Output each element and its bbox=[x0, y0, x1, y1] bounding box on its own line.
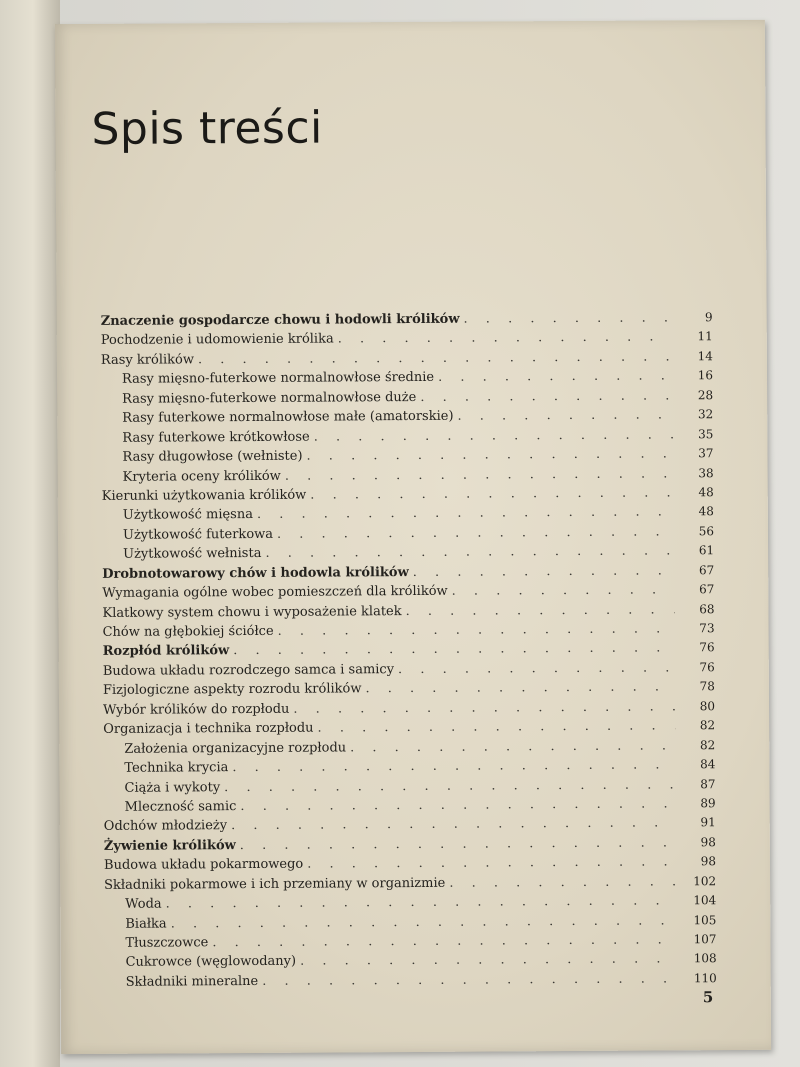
toc-entry-page: 80 bbox=[699, 698, 716, 714]
toc-entry-page: 110 bbox=[693, 971, 717, 986]
dot-leader bbox=[459, 308, 672, 329]
contents-page bbox=[55, 20, 771, 1054]
toc-entry-title: Technika krycia bbox=[124, 760, 229, 776]
toc-entry-page: 107 bbox=[693, 932, 717, 947]
toc-entry-page: 37 bbox=[698, 446, 714, 461]
toc-entry-title: Użytkowość mięsna bbox=[122, 507, 254, 524]
dot-leader bbox=[258, 969, 677, 991]
toc-entry-page: 98 bbox=[700, 854, 717, 869]
toc-entry-page: 67 bbox=[698, 562, 715, 577]
dot-leader bbox=[261, 542, 674, 564]
page-title: Spis treści bbox=[91, 102, 323, 155]
toc-entry-title: Rozpłód królików bbox=[102, 643, 230, 660]
dot-leader bbox=[281, 464, 674, 486]
dot-leader bbox=[402, 600, 675, 621]
toc-entry-page: 76 bbox=[699, 640, 715, 655]
toc-entry-page: 35 bbox=[698, 426, 714, 441]
dot-leader bbox=[346, 736, 675, 757]
toc-entry-title: Budowa układu pokarmowego bbox=[103, 856, 304, 874]
toc-entry-title: Rasy futerkowe krótkowłose bbox=[122, 429, 310, 446]
dot-leader bbox=[448, 581, 675, 602]
dot-leader bbox=[434, 367, 673, 388]
toc-entry-title: Budowa układu rozrodczego samca i samicy bbox=[102, 661, 395, 679]
toc-entry-page: 28 bbox=[697, 387, 714, 403]
dot-leader bbox=[453, 406, 673, 427]
toc-entry bbox=[105, 969, 717, 992]
toc-entry-page: 9 bbox=[704, 310, 713, 325]
toc-entry-page: 102 bbox=[693, 873, 717, 888]
toc-entry-title: Użytkowość wełnista bbox=[123, 546, 262, 563]
toc-entry-title: Kierunki użytkowania królików bbox=[101, 487, 307, 504]
toc-entry-title: Wybór królików do rozpłodu bbox=[103, 701, 290, 718]
toc-entry-title: Rasy futerkowe normalnowłose małe (amatorskie) bbox=[122, 408, 454, 426]
dot-leader bbox=[313, 717, 675, 739]
toc-entry-title: Mleczność samic bbox=[124, 799, 237, 815]
toc-entry-page: 56 bbox=[698, 523, 715, 539]
toc-entry-title: Klatkowy system chowu i wyposażenie klatek bbox=[102, 603, 402, 621]
toc-entry-title: Chów na głębokiej ściółce bbox=[102, 623, 274, 640]
toc-entry-title: Założenia organizacyjne rozpłodu bbox=[124, 740, 347, 757]
toc-entry-page: 82 bbox=[699, 718, 716, 733]
toc-entry-title: Ciąża i wykoty bbox=[124, 779, 221, 796]
toc-entry-page: 16 bbox=[697, 368, 714, 383]
toc-entry-page: 76 bbox=[699, 660, 715, 675]
toc-entry-title: Pochodzenie i udomowienie królika bbox=[100, 331, 334, 349]
dot-leader bbox=[289, 697, 675, 719]
toc-entry-page: 11 bbox=[697, 329, 713, 344]
toc-entry-page: 82 bbox=[699, 737, 716, 752]
toc-entry-title: Fizjologiczne aspekty rozrodu królików bbox=[102, 681, 362, 699]
table-of-contents bbox=[101, 308, 717, 992]
toc-entry-title: Rasy mięsno-futerkowe normalnowłose duże bbox=[122, 389, 417, 407]
toc-entry-title: Znaczenie gospodarcze chowu i hodowli królików bbox=[100, 311, 460, 329]
toc-entry-page: 48 bbox=[698, 485, 714, 500]
dot-leader bbox=[296, 950, 677, 972]
dot-leader bbox=[302, 444, 673, 466]
toc-entry-page: 87 bbox=[700, 776, 716, 791]
dot-leader bbox=[310, 425, 674, 447]
toc-entry-page: 68 bbox=[699, 601, 715, 616]
toc-entry-title: Cukrowce (węglowodany) bbox=[125, 954, 297, 971]
toc-entry-page: 91 bbox=[700, 815, 716, 830]
toc-entry-page: 89 bbox=[700, 796, 716, 811]
toc-entry-title: Organizacja i technika rozpłodu bbox=[103, 720, 314, 738]
page-number: 5 bbox=[702, 988, 714, 1007]
dot-leader bbox=[334, 328, 673, 350]
toc-entry-title: Tłuszczowce bbox=[125, 935, 209, 951]
dot-leader bbox=[394, 658, 675, 679]
toc-entry-title: Rasy królików bbox=[100, 352, 195, 368]
toc-entry-page: 84 bbox=[700, 757, 716, 772]
toc-entry-page: 78 bbox=[699, 679, 715, 694]
dot-leader bbox=[409, 561, 675, 582]
toc-entry-page: 32 bbox=[697, 407, 714, 422]
toc-entry-title: Kryteria oceny królików bbox=[122, 468, 281, 485]
toc-entry-title: Białka bbox=[125, 916, 167, 932]
dot-leader bbox=[236, 833, 676, 855]
toc-entry-title: Żywienie królików bbox=[103, 837, 236, 854]
dot-leader bbox=[416, 386, 673, 407]
toc-entry-page: 67 bbox=[699, 582, 715, 597]
toc-entry-page: 108 bbox=[693, 951, 717, 966]
toc-entry-title: Składniki pokarmowe i ich przemiany w organizmie bbox=[104, 875, 446, 893]
dot-leader bbox=[445, 872, 676, 893]
toc-entry-page: 38 bbox=[698, 465, 714, 480]
toc-entry-title: Odchów młodzieży bbox=[103, 818, 228, 835]
dot-leader bbox=[273, 522, 674, 544]
dot-leader bbox=[274, 619, 675, 641]
facing-page-edge bbox=[0, 0, 60, 1067]
dot-leader bbox=[306, 483, 674, 505]
toc-entry-title: Drobnotowarowy chów i hodowla królików bbox=[102, 564, 409, 582]
toc-entry-title: Składniki mineralne bbox=[125, 973, 259, 990]
toc-entry-title: Woda bbox=[125, 896, 162, 912]
toc-entry-page: 48 bbox=[698, 504, 714, 519]
toc-entry-page: 104 bbox=[693, 893, 717, 908]
toc-entry-page: 105 bbox=[693, 912, 717, 927]
toc-entry-title: Rasy mięsno-futerkowe normalnowłose średnie bbox=[121, 370, 435, 388]
toc-entry-page: 98 bbox=[700, 834, 716, 850]
toc-entry-title: Rasy długowłose (wełniste) bbox=[122, 448, 303, 465]
toc-entry-title: Wymagania ogólne wobec pomieszczeń dla królików bbox=[102, 583, 448, 602]
dot-leader bbox=[303, 853, 676, 875]
dot-leader bbox=[236, 794, 675, 816]
toc-entry-page: 73 bbox=[699, 621, 715, 636]
toc-entry-page: 14 bbox=[697, 349, 713, 364]
dot-leader bbox=[361, 678, 675, 699]
toc-entry-page: 61 bbox=[698, 543, 715, 558]
dot-leader bbox=[253, 503, 674, 525]
toc-entry-title: Użytkowość futerkowa bbox=[122, 526, 274, 543]
